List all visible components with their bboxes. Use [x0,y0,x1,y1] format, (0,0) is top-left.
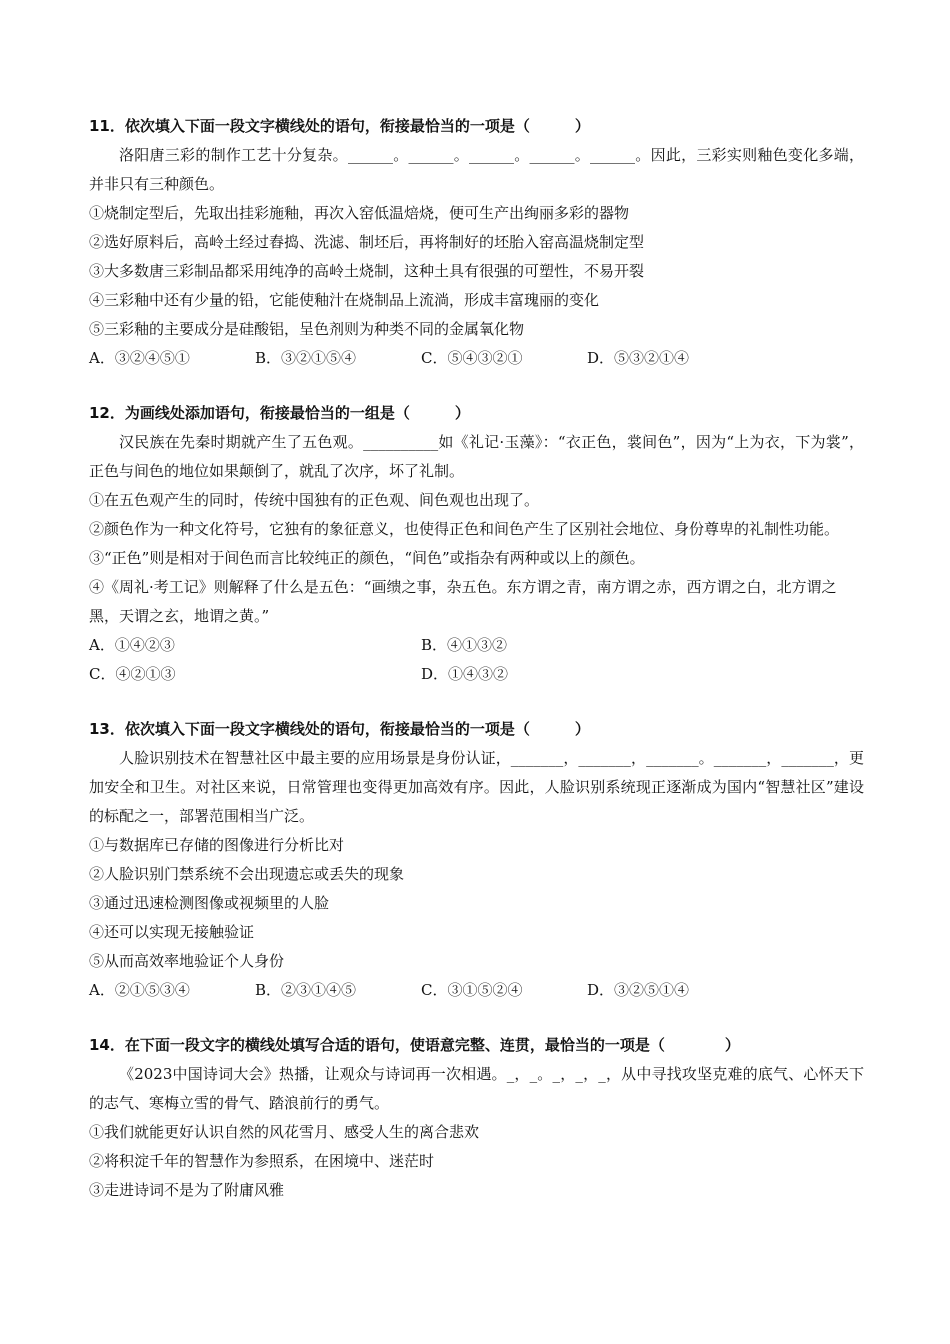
list-item: ②将积淀千年的智慧作为参照系，在困境中、迷茫时 [89,1152,435,1170]
question-stem: 《2023中国诗词大会》热播，让观众与诗词再一次相遇。_，_。_，_，_，从中寻找攻坚克难的底气、心怀天下的志气、寒梅立雪的骨气、踏浪前行的勇气。 [89,1065,864,1112]
list-item: ③“正色”则是相对于间色而言比较纯正的颜色，“间色”或指杂有两种或以上的颜色。 [89,549,645,567]
option-a: A．②①⑤③④ [89,981,190,999]
question-stem: 汉民族在先秦时期就产生了五色观。__________如《礼记·玉藻》：“衣正色，裳间色”，因为“上为衣，下为裳”，正色与间色的地位如果颠倒了，就乱了次序，坏了礼制。 [89,433,864,480]
question-13 [89,715,864,1005]
question-11 [89,112,864,373]
list-item: ③大多数唐三彩制品都采用纯净的高岭土烧制，这种土具有很强的可塑性，不易开裂 [89,262,645,280]
option-b: B．②③①④⑤ [255,981,357,999]
option-d: D．③②⑤①④ [587,981,690,999]
question-12 [89,399,864,689]
list-item: ①烧制定型后，先取出挂彩施釉，再次入窑低温焙烧，便可生产出绚丽多彩的器物 [89,204,630,222]
question-title: 12．为画线处添加语句，衔接最恰当的一组是（ ） [89,404,470,422]
question-title: 13．依次填入下面一段文字横线处的语句，衔接最恰当的一项是（ ） [89,720,590,738]
question-14 [89,1031,864,1205]
list-item: ①我们就能更好认识自然的风花雪月、感受人生的离合悲欢 [89,1123,480,1141]
option-d: D．①④③② [421,665,509,683]
list-item: ⑤三彩釉的主要成分是硅酸铝，呈色剂则为种类不同的金属氧化物 [89,320,525,338]
question-stem: 洛阳唐三彩的制作工艺十分复杂。______。______。______。______。______。因此，三彩实则釉色变化多端，并非只有三种颜色。 [89,146,864,193]
document-page [89,112,864,1231]
answer-options [89,344,864,373]
question-stem: 人脸识别技术在智慧社区中最主要的应用场景是身份认证，_______，_______，_______。_______，_______，更加安全和卫生。对社区来说，日常管理也变得更加高效有序。因此，人脸识别系统现正逐渐成为国内“智慧社区”建设的标配之一，部署范围相当广泛。 [89,749,864,825]
option-a: A．①④②③ [89,636,175,654]
list-item: ④《周礼·考工记》则解释了什么是五色：“画缋之事，杂五色。东方谓之青，南方谓之赤，西方谓之白，北方谓之黑，天谓之玄，地谓之黄。” [89,578,837,625]
question-title: 14．在下面一段文字的横线处填写合适的语句，使语意完整、连贯，最恰当的一项是（ ） [89,1036,740,1054]
option-c: C．④②①③ [89,665,176,683]
list-item: ④三彩釉中还有少量的铅，它能使釉汁在烧制品上流淌，形成丰富瑰丽的变化 [89,291,600,309]
list-item: ②选好原料后，高岭土经过舂捣、洗滤、制坯后，再将制好的坯胎入窑高温烧制定型 [89,233,645,251]
list-item: ⑤从而高效率地验证个人身份 [89,952,285,970]
list-item: ②颜色作为一种文化符号，它独有的象征意义，也使得正色和间色产生了区别社会地位、身份尊卑的礼制性功能。 [89,520,840,538]
question-title: 11．依次填入下面一段文字横线处的语句，衔接最恰当的一项是（ ） [89,117,590,135]
list-item: ④还可以实现无接触验证 [89,923,255,941]
option-a: A．③②④⑤① [89,349,190,367]
answer-options-row-2 [89,660,864,689]
answer-options-row-1 [89,631,864,660]
option-c: C．⑤④③②① [421,349,523,367]
answer-options [89,976,864,1005]
list-item: ①在五色观产生的同时，传统中国独有的正色观、间色观也出现了。 [89,491,540,509]
list-item: ③通过迅速检测图像或视频里的人脸 [89,894,330,912]
list-item: ③走进诗词不是为了附庸风雅 [89,1181,285,1199]
option-b: B．③②①⑤④ [255,349,357,367]
option-c: C．③①⑤②④ [421,981,523,999]
list-item: ②人脸识别门禁系统不会出现遗忘或丢失的现象 [89,865,405,883]
option-b: B．④①③② [421,636,508,654]
list-item: ①与数据库已存储的图像进行分析比对 [89,836,345,854]
option-d: D．⑤③②①④ [587,349,690,367]
